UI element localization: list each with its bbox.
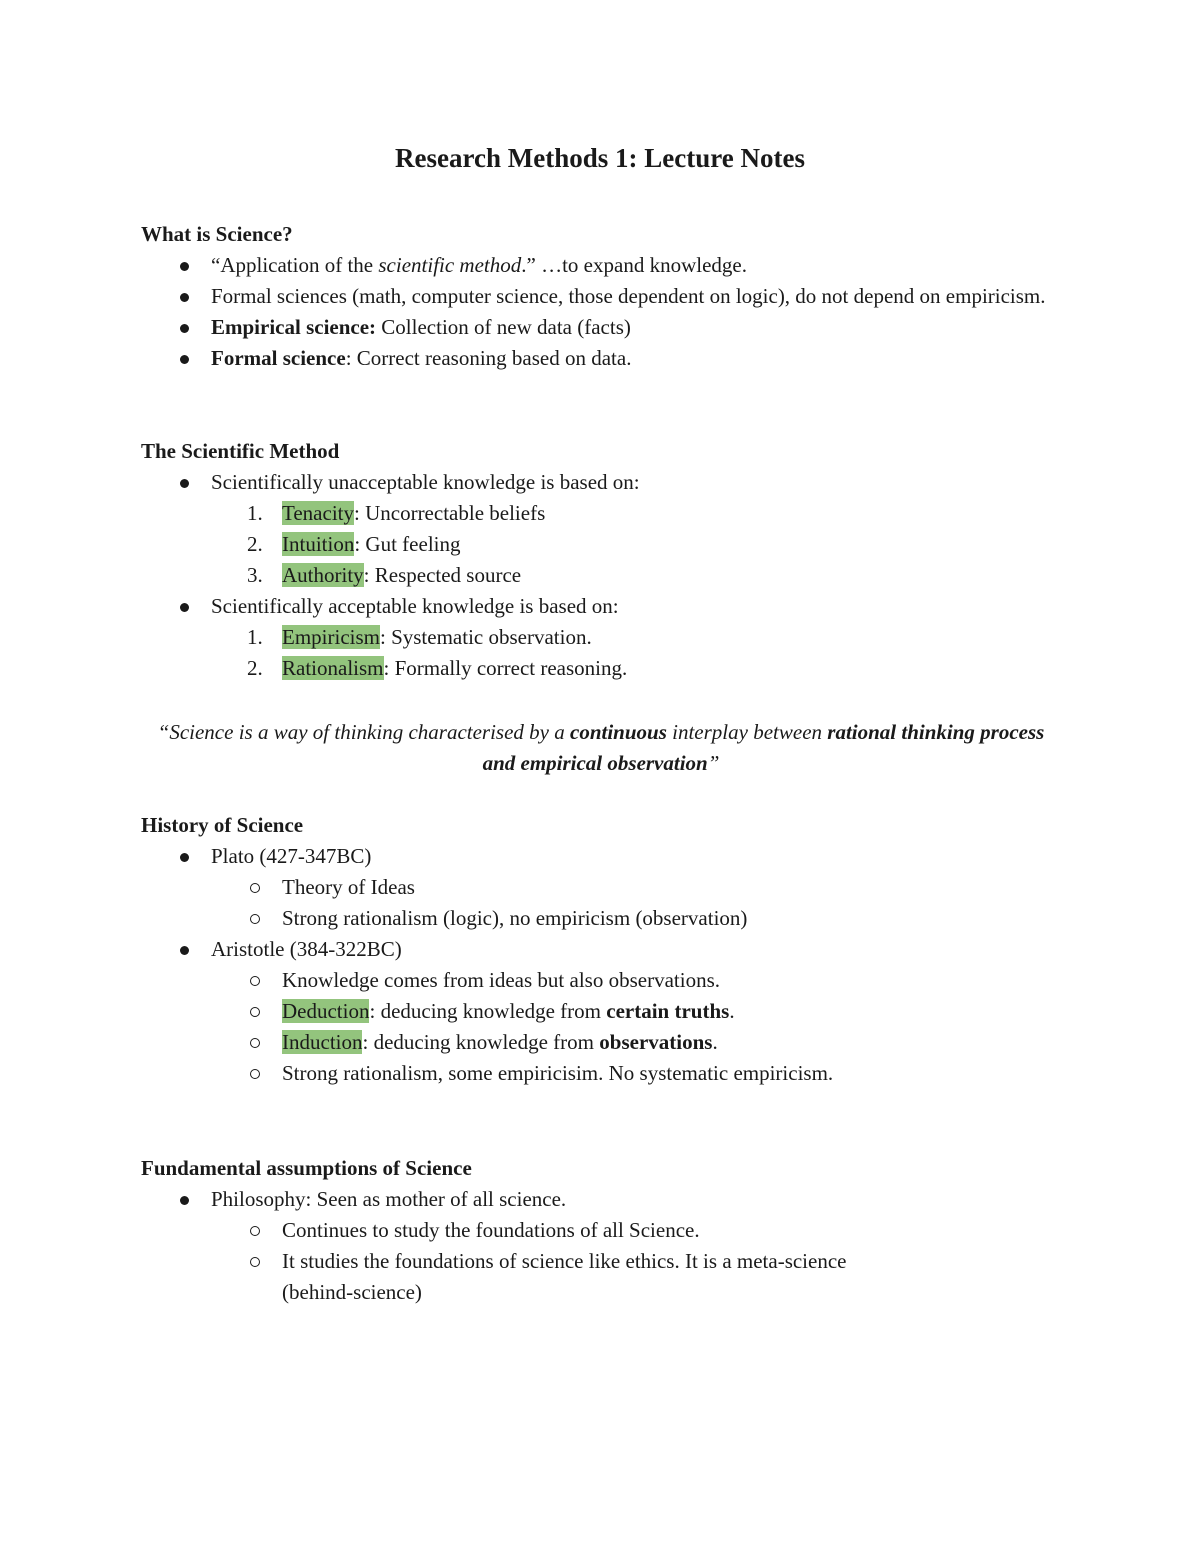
- circle-bullet-icon: [250, 1069, 260, 1079]
- sub-list-item: Induction: deducing knowledge from observations.: [141, 1027, 1061, 1058]
- numbered-item: 1. Tenacity: Uncorrectable beliefs: [247, 501, 546, 525]
- list-item: Formal sciences (math, computer science, those dependent on logic), do not depend on empiricism.: [141, 281, 1061, 312]
- bullet-icon: [180, 355, 189, 364]
- sub-list-item: Strong rationalism, some empiricisim. No systematic empiricism.: [141, 1058, 1061, 1089]
- sub-list-item: Continues to study the foundations of all Science.: [141, 1215, 1061, 1246]
- section-history-of-science: [141, 810, 1061, 1089]
- sub-list-item: Knowledge comes from ideas but also observations.: [141, 965, 1061, 996]
- circle-bullet-icon: [250, 1007, 260, 1017]
- list-item: “Application of the scientific method.” …to expand knowledge.: [141, 250, 1061, 281]
- list-item: Scientifically acceptable knowledge is based on:: [141, 591, 1061, 622]
- list-item: Aristotle (384-322BC): [141, 934, 1061, 965]
- circle-bullet-icon: [250, 1038, 260, 1048]
- highlighted-term: Tenacity: [282, 501, 354, 525]
- list-item: Plato (427-347BC): [141, 841, 1061, 872]
- circle-bullet-icon: [250, 1257, 260, 1267]
- bullet-icon: [180, 293, 189, 302]
- bullet-icon: [180, 853, 189, 862]
- sub-list-item: Theory of Ideas: [141, 872, 1061, 903]
- bullet-icon: [180, 603, 189, 612]
- numbered-item: 1. Empiricism: Systematic observation.: [247, 625, 592, 649]
- section-heading: The Scientific Method: [141, 439, 340, 463]
- circle-bullet-icon: [250, 1226, 260, 1236]
- page-title: Research Methods 1: Lecture Notes: [395, 143, 805, 173]
- list-item: Scientifically unacceptable knowledge is based on:: [141, 467, 1061, 498]
- bullet-icon: [180, 479, 189, 488]
- numbered-item: 2. Rationalism: Formally correct reasoning.: [247, 656, 628, 680]
- list-item: Empirical science: Collection of new data (facts): [141, 312, 1061, 343]
- circle-bullet-icon: [250, 914, 260, 924]
- section-heading: History of Science: [141, 813, 304, 837]
- highlighted-term: Deduction: [282, 999, 370, 1023]
- section-scientific-method: [141, 436, 1061, 684]
- section-fundamental-assumptions: [141, 1153, 1061, 1308]
- bullet-icon: [180, 946, 189, 955]
- highlighted-term: Intuition: [282, 532, 355, 556]
- section-heading: What is Science?: [141, 222, 293, 246]
- highlighted-term: Authority: [282, 563, 364, 587]
- section-what-is-science: [141, 219, 1061, 374]
- highlighted-term: Empiricism: [282, 625, 380, 649]
- bullet-icon: [180, 324, 189, 333]
- sub-list-item: Deduction: deducing knowledge from certain truths.: [141, 996, 1061, 1027]
- section-heading: Fundamental assumptions of Science: [141, 1156, 472, 1180]
- numbered-item: 3. Authority: Respected source: [247, 563, 522, 587]
- bullet-icon: [180, 1196, 189, 1205]
- circle-bullet-icon: [250, 976, 260, 986]
- highlighted-term: Induction: [282, 1030, 363, 1054]
- science-quote: “Science is a way of thinking characterised by a continuous interplay between rational thinking process and empirical observation”: [157, 720, 1045, 775]
- list-item: Formal science: Correct reasoning based on data.: [141, 343, 1061, 374]
- numbered-item: 2. Intuition: Gut feeling: [247, 532, 461, 556]
- sub-list-item: It studies the foundations of science like ethics. It is a meta-science (behind-science): [141, 1246, 922, 1308]
- list-item: Philosophy: Seen as mother of all science.: [141, 1184, 1061, 1215]
- bullet-icon: [180, 262, 189, 271]
- highlighted-term: Rationalism: [282, 656, 384, 680]
- sub-list-item: Strong rationalism (logic), no empiricism (observation): [141, 903, 1061, 934]
- circle-bullet-icon: [250, 883, 260, 893]
